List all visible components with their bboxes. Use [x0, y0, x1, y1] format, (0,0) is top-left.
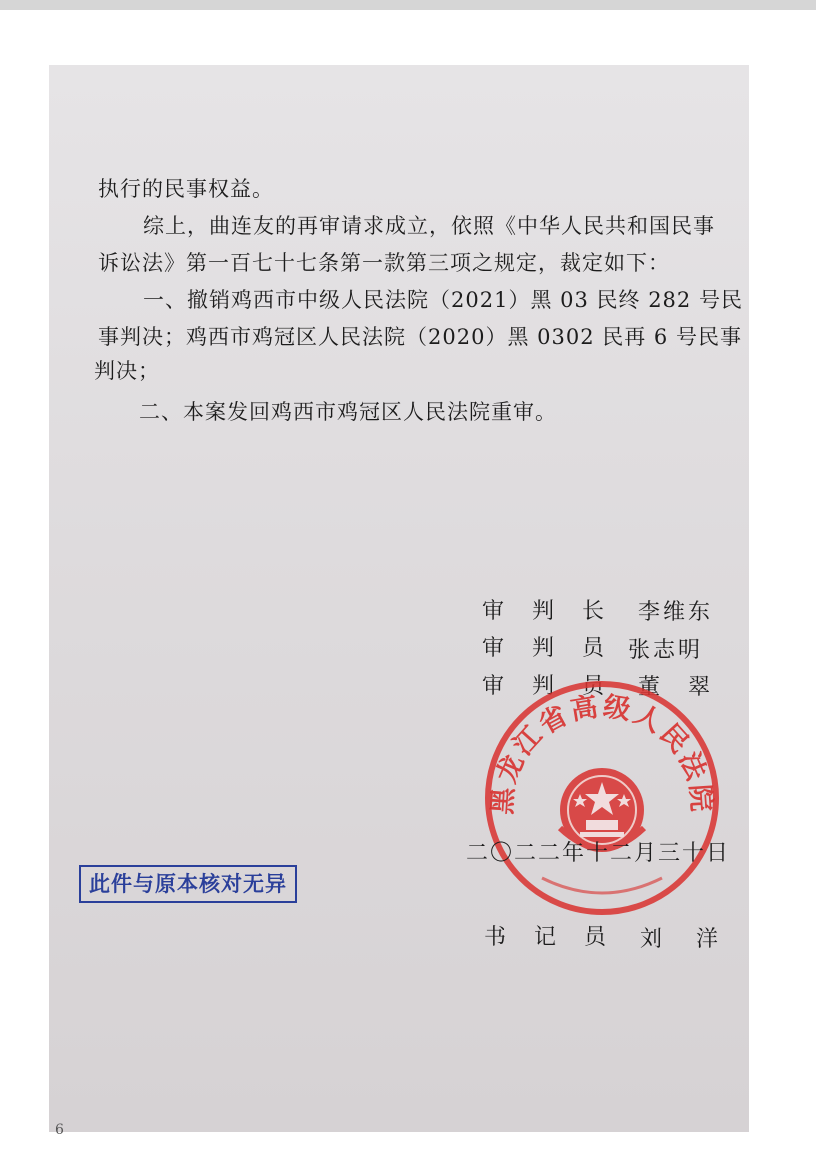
- body-line-6: 判决；: [94, 359, 160, 383]
- seal-text: 黑龙江省高级人民法院: [487, 691, 717, 816]
- signature-role-judge-2: 审判员: [482, 674, 633, 699]
- body-line-1: 执行的民事权益。: [98, 177, 274, 201]
- body-line-3: 诉讼法》第一百七十七条第一款第三项之规定，裁定如下：: [98, 251, 670, 275]
- court-seal: [482, 678, 722, 918]
- signature-name-presiding-judge: 李维东: [638, 600, 714, 625]
- body-line-2: 综上，曲连友的再审请求成立，依照《中华人民共和国民事: [143, 214, 715, 238]
- signature-role-clerk: 书记员: [484, 925, 635, 950]
- body-line-4: 一、撤销鸡西市中级人民法院（2021）黑 03 民终 282 号民: [143, 288, 743, 312]
- signature-role-judge-1: 审判员: [482, 636, 633, 661]
- top-bar: [0, 0, 816, 10]
- body-line-7: 二、本案发回鸡西市鸡冠区人民法院重审。: [139, 400, 557, 424]
- body-line-5: 事判决；鸡西市鸡冠区人民法院（2020）黑 0302 民再 6 号民事: [98, 325, 742, 349]
- signature-name-clerk: 刘 洋: [640, 927, 725, 952]
- signature-name-judge-1: 张志明: [628, 638, 704, 663]
- copy-verified-stamp: 此件与原本核对无异: [79, 865, 297, 903]
- signature-name-judge-2: 董 翠: [638, 675, 714, 700]
- signature-role-presiding-judge: 审判长: [482, 599, 633, 624]
- page-number: 6: [55, 1122, 64, 1138]
- judgment-date: 二〇二二年十二月三十日: [466, 841, 731, 866]
